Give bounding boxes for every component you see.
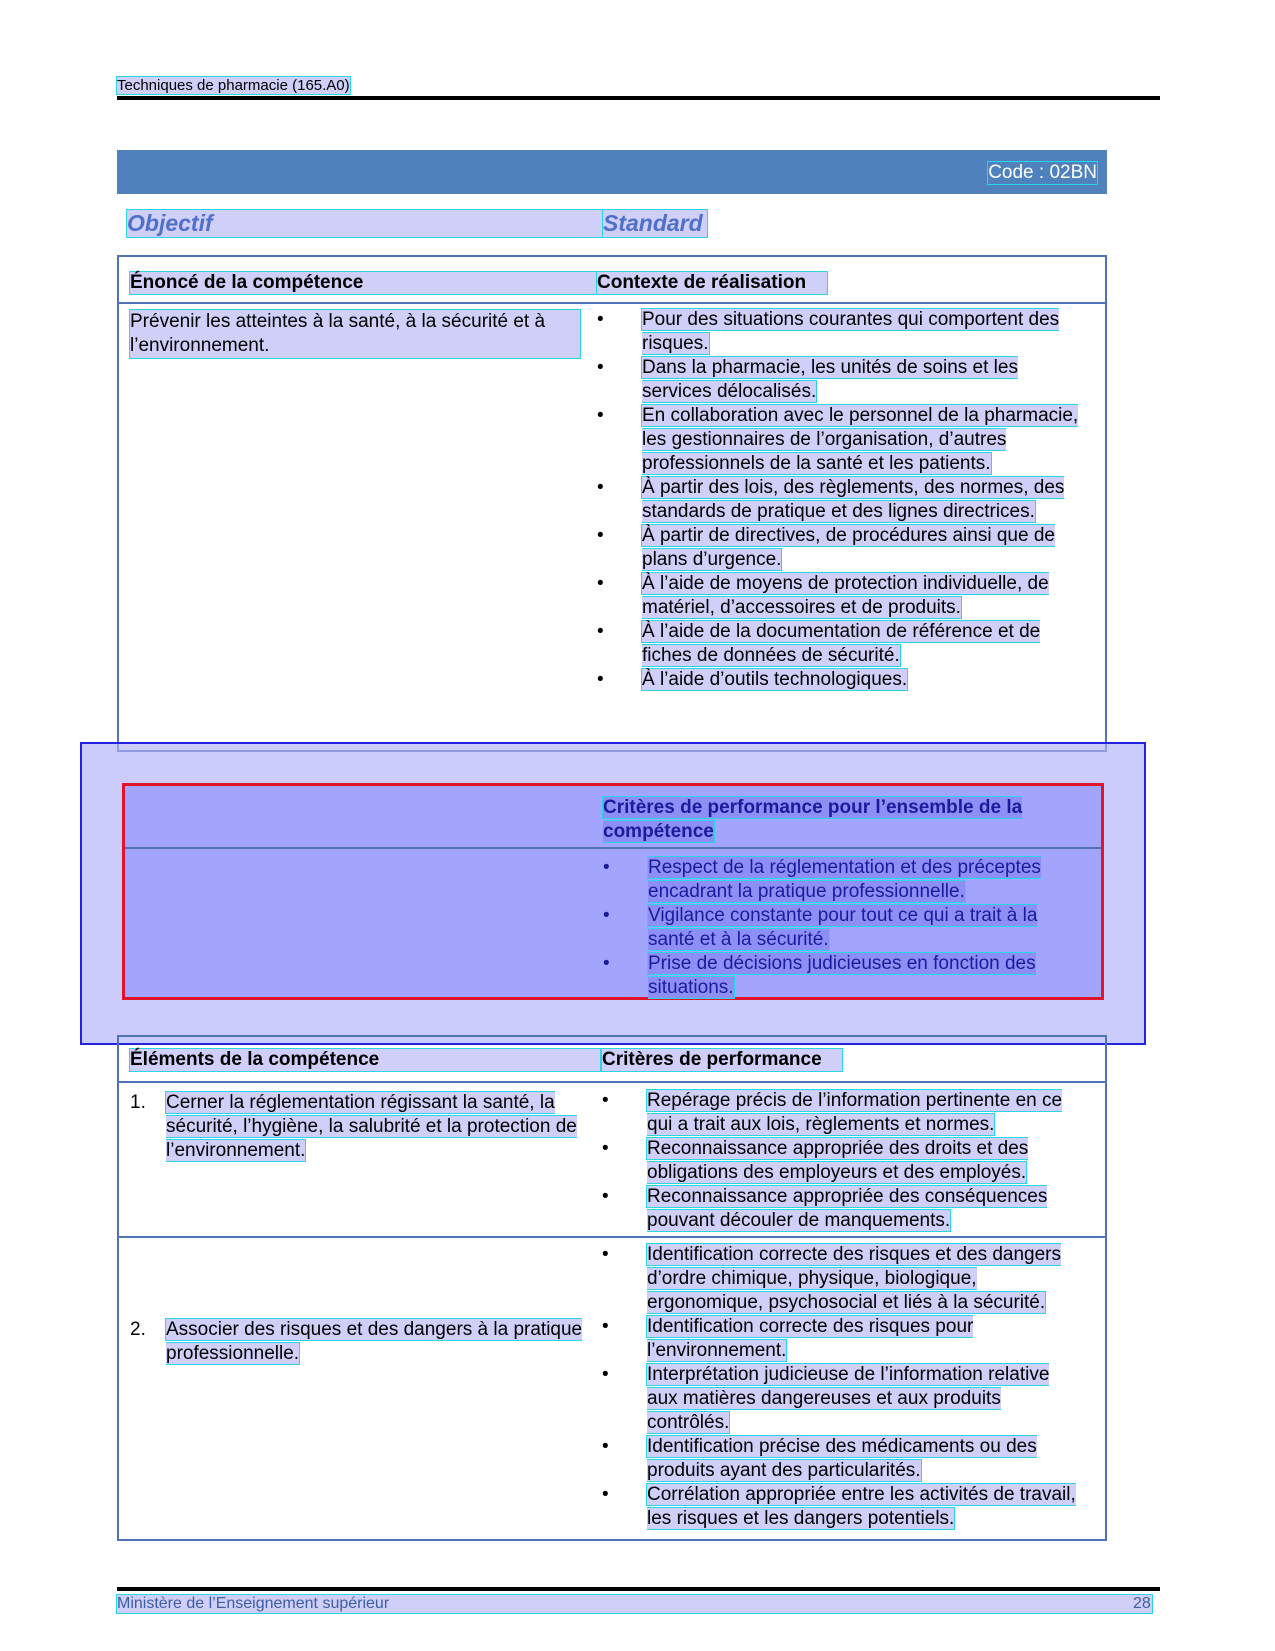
document-header-title: Techniques de pharmacie (165.A0) [117, 77, 350, 94]
context-item: • En collaboration avec le personnel de la pharmacie, les gestionnaires de l’organisation, d’autres professionnels de la santé et les patients. [597, 404, 1092, 476]
standard-label: Standard [603, 210, 707, 237]
criteria-item: • Identification précise des médicaments ou des produits ayant des particularités. [602, 1435, 1082, 1483]
criteria-item: • Reconnaissance appropriée des conséquences pouvant découler de manquements. [602, 1185, 1082, 1233]
context-item: • À partir des lois, des règlements, des normes, des standards de pratique et des lignes directrices. [597, 476, 1092, 524]
criteria-item: • Reconnaissance appropriée des droits et des obligations des employeurs et des employés. [602, 1137, 1082, 1185]
context-item: • À l’aide de moyens de protection individuelle, de matériel, d’accessoires et de produits. [597, 572, 1092, 620]
criteria-list-2 [602, 1243, 1082, 1531]
context-item: • Dans la pharmacie, les unités de soins et les services délocalisés. [597, 356, 1092, 404]
objective-label: Objectif [127, 210, 707, 237]
header-rule [117, 96, 1160, 100]
global-criteria-list [603, 856, 1078, 1000]
competence-statement: Prévenir les atteintes à la santé, à la sécurité et à l’environnement. [130, 310, 580, 358]
performance-criteria-header: Critères de performance [602, 1049, 842, 1071]
elements-header-divider [119, 1081, 1105, 1083]
competence-statement-header: Énoncé de la compétence [130, 272, 600, 294]
context-item: • Pour des situations courantes qui comportent des risques. [597, 308, 1092, 356]
footer-rule [117, 1587, 1160, 1591]
competence-code: Code : 02BN [988, 162, 1097, 183]
global-criteria-item: • Vigilance constante pour tout ce qui a trait à la santé et à la sécurité. [603, 904, 1078, 952]
criteria-item: • Repérage précis de l’information pertinente en ce qui a trait aux lois, règlements et normes. [602, 1089, 1082, 1137]
element-row-2: 2. Associer des risques et des dangers à la pratique professionnelle. [130, 1319, 583, 1364]
criteria-item: • Corrélation appropriée entre les activités de travail, les risques et les dangers potentiels. [602, 1483, 1082, 1531]
context-list [597, 308, 1092, 692]
context-header: Contexte de réalisation [597, 272, 827, 294]
code-banner [117, 150, 1107, 194]
context-item: • À l’aide d’outils technologiques. [597, 668, 1092, 692]
context-item: • À l’aide de la documentation de référence et de fiches de données de sécurité. [597, 620, 1092, 668]
criteria-list-1 [602, 1089, 1082, 1233]
criteria-item: • Identification correcte des risques et des dangers d’ordre chimique, physique, biologique, ergonomique, psychosocial et liés à la sécurité. [602, 1243, 1082, 1315]
page-number: 28 [1133, 1595, 1151, 1612]
elements-header: Éléments de la compétence [130, 1049, 600, 1071]
criteria-item: • Interprétation judicieuse de l’information relative aux matières dangereuses et aux produits contrôlés. [602, 1363, 1082, 1435]
global-criteria-item: • Prise de décisions judicieuses en fonction des situations. [603, 952, 1078, 1000]
global-criteria-table [122, 783, 1104, 1000]
global-criteria-divider [125, 847, 1101, 849]
footer-ministry: Ministère de l’Enseignement supérieur [117, 1595, 1152, 1613]
criteria-item: • Identification correcte des risques pour l’environnement. [602, 1315, 1082, 1363]
table-header-divider [119, 302, 1105, 304]
elements-row-divider [119, 1236, 1105, 1238]
global-criteria-header: Critères de performance pour l’ensemble de la compétence [603, 797, 1023, 842]
element-row-1: 1. Cerner la réglementation régissant la santé, la sécurité, l’hygiène, la salubrité et la protection de l’environnement. [130, 1092, 577, 1161]
global-criteria-item: • Respect de la réglementation et des préceptes encadrant la pratique professionnelle. [603, 856, 1078, 904]
elements-table [117, 1035, 1107, 1541]
competence-table [117, 255, 1107, 752]
context-item: • À partir de directives, de procédures ainsi que de plans d’urgence. [597, 524, 1092, 572]
